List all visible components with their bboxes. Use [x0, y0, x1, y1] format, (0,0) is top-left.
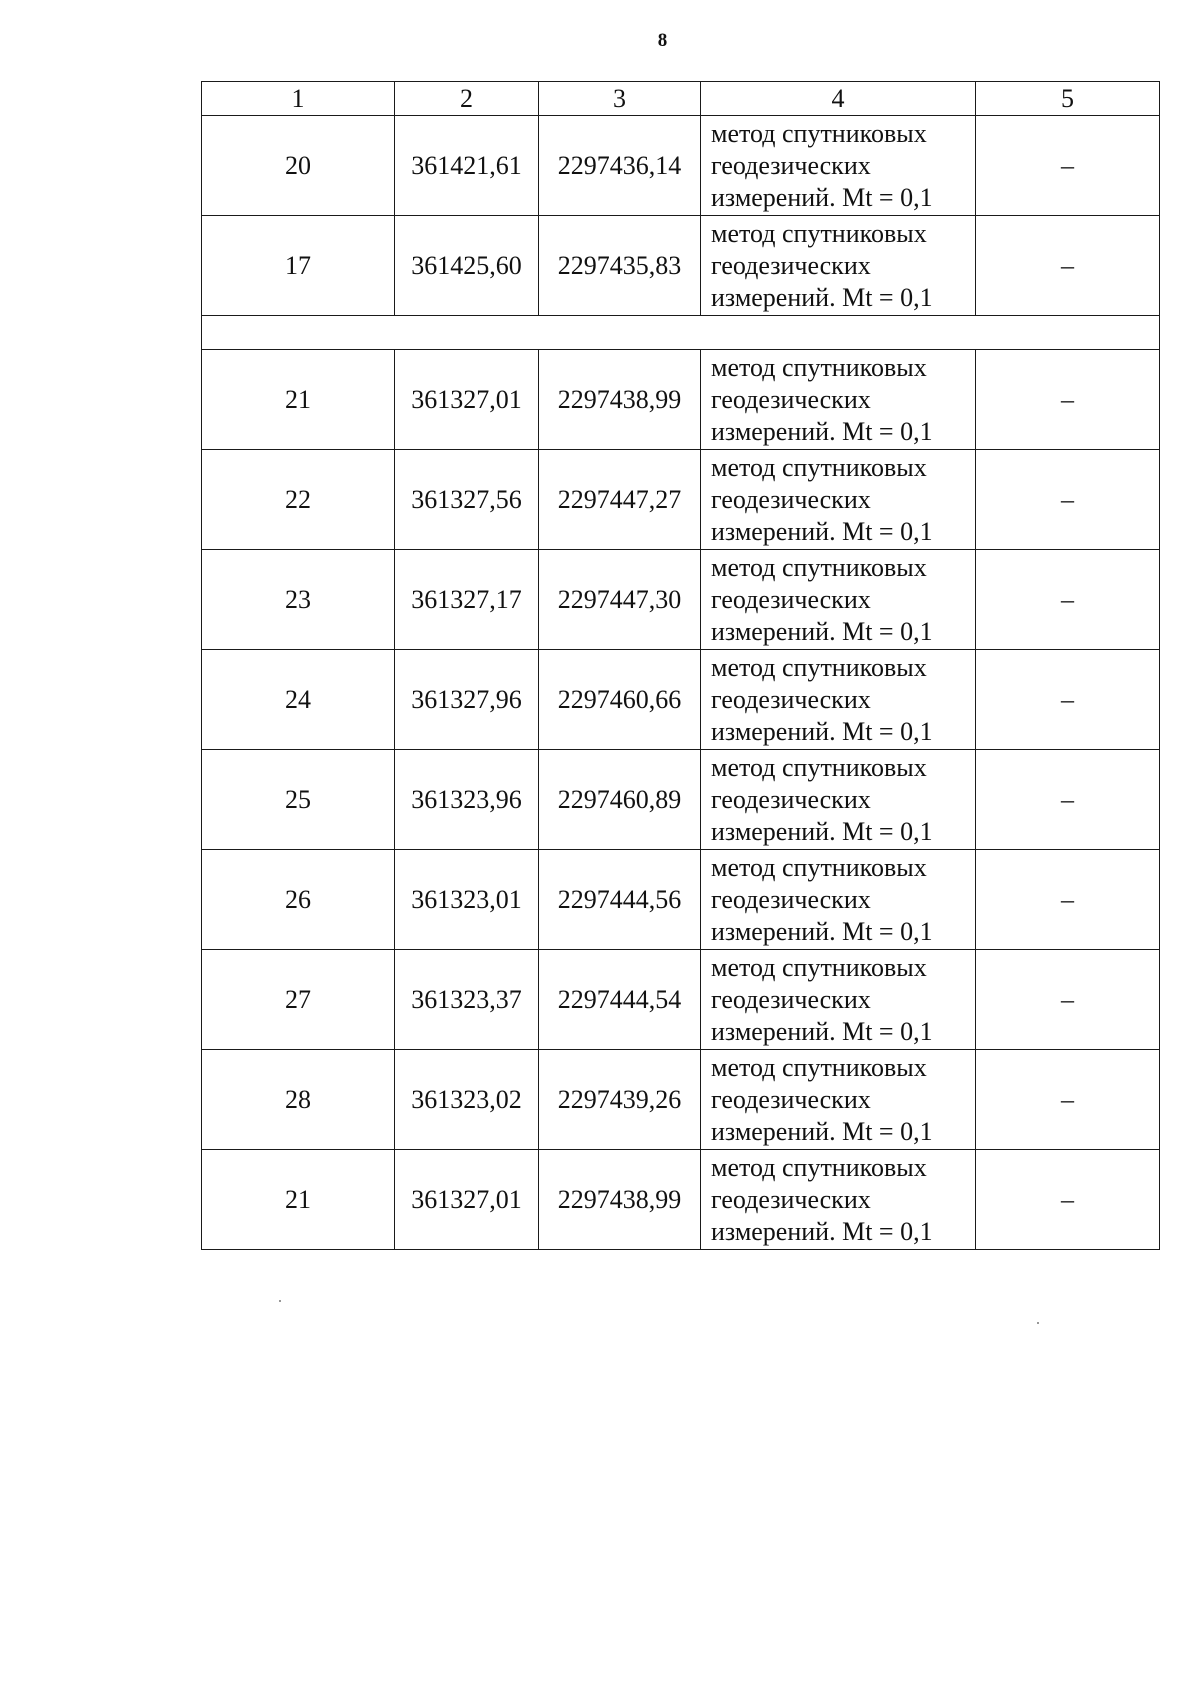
- table-row: [202, 116, 1160, 216]
- y-coordinate-cell: 2297444,56: [539, 850, 701, 950]
- method-text: метод спутниковых геодезических измерений. Mt = 0,1: [711, 452, 933, 546]
- header-cell-1: 1: [202, 82, 395, 116]
- method-text: метод спутниковых геодезических измерений. Mt = 0,1: [711, 552, 933, 646]
- x-coordinate-cell: 361323,96: [395, 750, 539, 850]
- point-number-cell: 27: [202, 950, 395, 1050]
- x-coordinate-cell: 361323,02: [395, 1050, 539, 1150]
- method-cell: [701, 850, 976, 950]
- x-coordinate-cell: 361327,56: [395, 450, 539, 550]
- table-row: [202, 850, 1160, 950]
- table-row: [202, 550, 1160, 650]
- scan-speck: [1037, 1322, 1039, 1324]
- y-coordinate-cell: 2297435,83: [539, 216, 701, 316]
- header-cell-5: 5: [976, 82, 1160, 116]
- note-cell: –: [976, 116, 1160, 216]
- method-cell: [701, 650, 976, 750]
- table-row: [202, 216, 1160, 316]
- note-cell: –: [976, 950, 1160, 1050]
- x-coordinate-cell: 361327,01: [395, 1150, 539, 1250]
- point-number-cell: 20: [202, 116, 395, 216]
- y-coordinate-cell: 2297447,30: [539, 550, 701, 650]
- note-cell: –: [976, 450, 1160, 550]
- method-cell: [701, 350, 976, 450]
- coordinates-table: [201, 81, 1160, 1250]
- table-row: [202, 750, 1160, 850]
- table-row: [202, 1150, 1160, 1250]
- point-number-cell: 28: [202, 1050, 395, 1150]
- x-coordinate-cell: 361323,37: [395, 950, 539, 1050]
- method-text: метод спутниковых геодезических измерений. Mt = 0,1: [711, 952, 933, 1046]
- point-number-cell: 25: [202, 750, 395, 850]
- table-body: [202, 82, 1160, 1250]
- table-row: [202, 450, 1160, 550]
- y-coordinate-cell: 2297444,54: [539, 950, 701, 1050]
- method-text: метод спутниковых геодезических измерений. Mt = 0,1: [711, 1152, 933, 1246]
- method-text: метод спутниковых геодезических измерений. Mt = 0,1: [711, 118, 933, 212]
- scan-speck: [279, 1300, 281, 1302]
- note-cell: –: [976, 1150, 1160, 1250]
- point-number-cell: 21: [202, 350, 395, 450]
- y-coordinate-cell: 2297438,99: [539, 1150, 701, 1250]
- point-number-cell: 24: [202, 650, 395, 750]
- method-text: метод спутниковых геодезических измерений. Mt = 0,1: [711, 752, 933, 846]
- x-coordinate-cell: 361327,01: [395, 350, 539, 450]
- table-spacer-row: [202, 316, 1160, 350]
- y-coordinate-cell: 2297438,99: [539, 350, 701, 450]
- method-text: метод спутниковых геодезических измерений. Mt = 0,1: [711, 218, 933, 312]
- method-cell: [701, 1050, 976, 1150]
- note-cell: –: [976, 750, 1160, 850]
- table-row: [202, 350, 1160, 450]
- point-number-cell: 21: [202, 1150, 395, 1250]
- table-row: [202, 950, 1160, 1050]
- x-coordinate-cell: 361323,01: [395, 850, 539, 950]
- method-cell: [701, 550, 976, 650]
- table-header-row: [202, 82, 1160, 116]
- y-coordinate-cell: 2297439,26: [539, 1050, 701, 1150]
- spacer-cell: [202, 316, 1160, 350]
- x-coordinate-cell: 361327,96: [395, 650, 539, 750]
- method-text: метод спутниковых геодезических измерений. Mt = 0,1: [711, 352, 933, 446]
- note-cell: –: [976, 350, 1160, 450]
- note-cell: –: [976, 216, 1160, 316]
- method-cell: [701, 750, 976, 850]
- method-cell: [701, 116, 976, 216]
- note-cell: –: [976, 550, 1160, 650]
- y-coordinate-cell: 2297436,14: [539, 116, 701, 216]
- y-coordinate-cell: 2297447,27: [539, 450, 701, 550]
- point-number-cell: 23: [202, 550, 395, 650]
- point-number-cell: 26: [202, 850, 395, 950]
- method-cell: [701, 1150, 976, 1250]
- point-number-cell: 17: [202, 216, 395, 316]
- method-text: метод спутниковых геодезических измерений. Mt = 0,1: [711, 852, 933, 946]
- point-number-cell: 22: [202, 450, 395, 550]
- x-coordinate-cell: 361425,60: [395, 216, 539, 316]
- note-cell: –: [976, 850, 1160, 950]
- y-coordinate-cell: 2297460,66: [539, 650, 701, 750]
- header-cell-2: 2: [395, 82, 539, 116]
- table-row: [202, 1050, 1160, 1150]
- method-cell: [701, 450, 976, 550]
- header-cell-4: 4: [701, 82, 976, 116]
- method-text: метод спутниковых геодезических измерений. Mt = 0,1: [711, 652, 933, 746]
- table-row: [202, 650, 1160, 750]
- x-coordinate-cell: 361421,61: [395, 116, 539, 216]
- method-text: метод спутниковых геодезических измерений. Mt = 0,1: [711, 1052, 933, 1146]
- note-cell: –: [976, 1050, 1160, 1150]
- header-cell-3: 3: [539, 82, 701, 116]
- note-cell: –: [976, 650, 1160, 750]
- y-coordinate-cell: 2297460,89: [539, 750, 701, 850]
- x-coordinate-cell: 361327,17: [395, 550, 539, 650]
- method-cell: [701, 950, 976, 1050]
- page-number: 8: [657, 30, 668, 51]
- method-cell: [701, 216, 976, 316]
